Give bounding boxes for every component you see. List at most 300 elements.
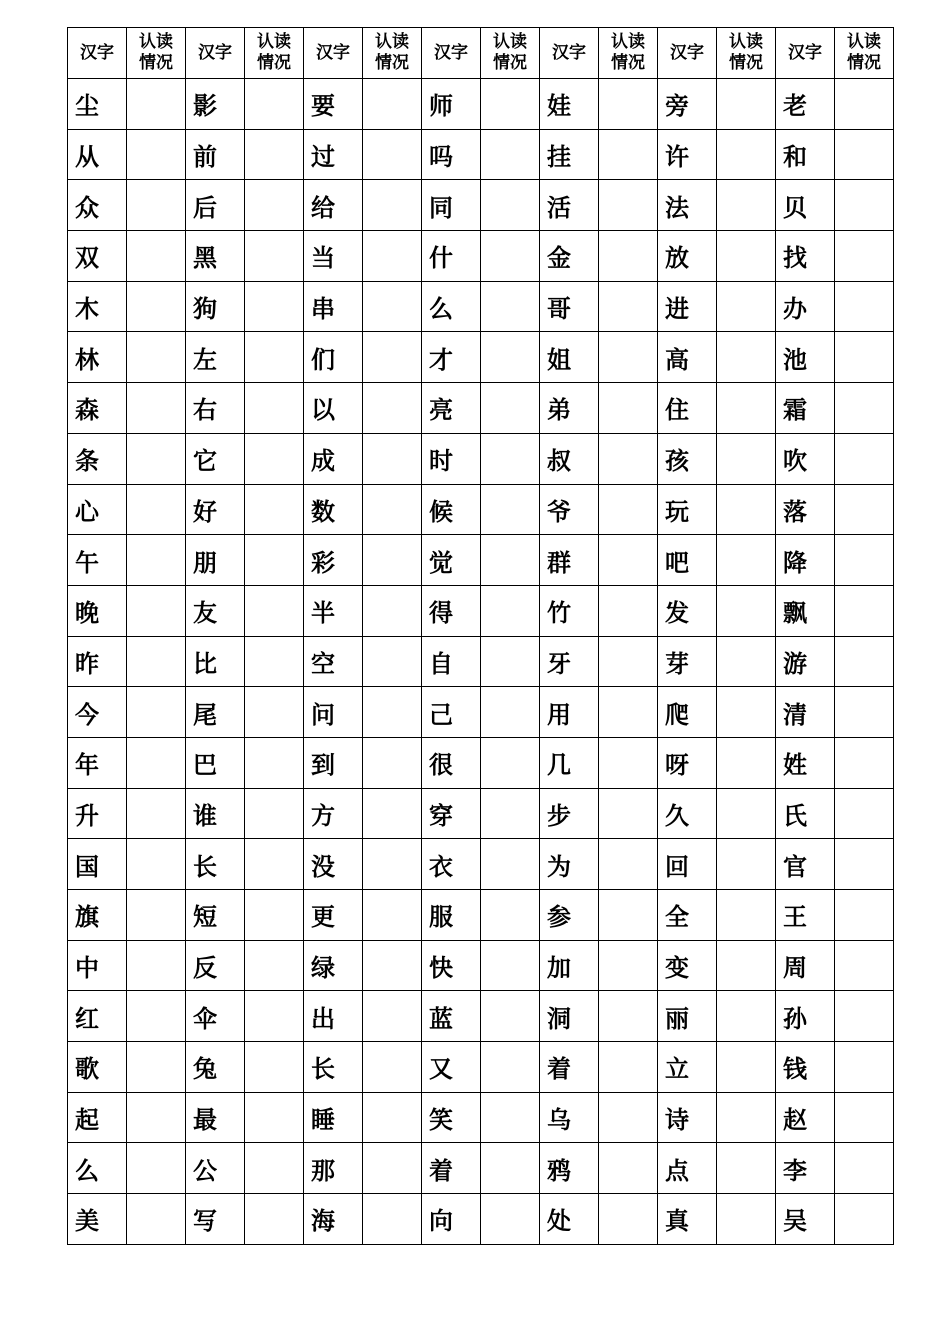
reading-status-cell[interactable] bbox=[835, 1092, 894, 1143]
reading-status-cell[interactable] bbox=[599, 991, 658, 1042]
reading-status-cell[interactable] bbox=[127, 1194, 186, 1245]
reading-status-cell[interactable] bbox=[599, 1194, 658, 1245]
reading-status-cell[interactable] bbox=[481, 991, 540, 1042]
reading-status-cell[interactable] bbox=[717, 940, 776, 991]
header-status-label bbox=[835, 28, 894, 79]
character-cell: 觉 bbox=[422, 535, 481, 586]
reading-status-cell[interactable] bbox=[717, 1143, 776, 1194]
character-cell: 爷 bbox=[540, 484, 599, 535]
character-cell: 办 bbox=[776, 281, 835, 332]
reading-status-cell[interactable] bbox=[599, 940, 658, 991]
character-cell: 官 bbox=[776, 839, 835, 890]
reading-status-cell[interactable] bbox=[835, 687, 894, 738]
reading-status-cell[interactable] bbox=[599, 737, 658, 788]
character-cell: 升 bbox=[68, 788, 127, 839]
header-char-label: 汉字 bbox=[68, 28, 127, 79]
header-status-line1: 认读 bbox=[257, 32, 291, 52]
character-cell: 全 bbox=[658, 890, 717, 941]
reading-status-cell[interactable] bbox=[127, 788, 186, 839]
character-cell: 真 bbox=[658, 1194, 717, 1245]
reading-status-cell[interactable] bbox=[245, 281, 304, 332]
character-cell: 短 bbox=[186, 890, 245, 941]
reading-status-cell[interactable] bbox=[599, 433, 658, 484]
reading-status-cell[interactable] bbox=[481, 231, 540, 282]
reading-status-cell[interactable] bbox=[127, 433, 186, 484]
character-cell: 丽 bbox=[658, 991, 717, 1042]
character-cell: 候 bbox=[422, 484, 481, 535]
reading-status-cell[interactable] bbox=[127, 180, 186, 231]
reading-status-cell[interactable] bbox=[363, 585, 422, 636]
table-row bbox=[68, 1143, 894, 1194]
reading-status-cell[interactable] bbox=[835, 940, 894, 991]
reading-status-cell[interactable] bbox=[245, 79, 304, 130]
reading-status-cell[interactable] bbox=[717, 433, 776, 484]
reading-status-cell[interactable] bbox=[245, 383, 304, 434]
reading-status-cell[interactable] bbox=[127, 839, 186, 890]
reading-status-cell[interactable] bbox=[363, 636, 422, 687]
character-cell: 衣 bbox=[422, 839, 481, 890]
reading-status-cell[interactable] bbox=[363, 180, 422, 231]
reading-status-cell[interactable] bbox=[363, 433, 422, 484]
reading-status-cell[interactable] bbox=[363, 484, 422, 535]
reading-status-cell[interactable] bbox=[363, 890, 422, 941]
reading-status-cell[interactable] bbox=[599, 484, 658, 535]
reading-status-cell[interactable] bbox=[835, 535, 894, 586]
table-header-row bbox=[68, 28, 894, 79]
header-char-label: 汉字 bbox=[422, 28, 481, 79]
reading-status-cell[interactable] bbox=[717, 991, 776, 1042]
reading-status-cell[interactable] bbox=[127, 79, 186, 130]
reading-status-cell[interactable] bbox=[481, 585, 540, 636]
character-cell: 处 bbox=[540, 1194, 599, 1245]
reading-status-cell[interactable] bbox=[363, 1042, 422, 1093]
reading-status-cell[interactable] bbox=[717, 535, 776, 586]
table-row bbox=[68, 1092, 894, 1143]
header-status-label bbox=[245, 28, 304, 79]
reading-status-cell[interactable] bbox=[245, 1194, 304, 1245]
reading-status-cell[interactable] bbox=[245, 839, 304, 890]
character-cell: 高 bbox=[658, 332, 717, 383]
reading-status-cell[interactable] bbox=[245, 484, 304, 535]
reading-status-cell[interactable] bbox=[245, 890, 304, 941]
reading-status-cell[interactable] bbox=[363, 383, 422, 434]
reading-status-cell[interactable] bbox=[717, 180, 776, 231]
reading-status-cell[interactable] bbox=[835, 1194, 894, 1245]
character-cell: 半 bbox=[304, 585, 363, 636]
character-cell: 为 bbox=[540, 839, 599, 890]
character-cell: 众 bbox=[68, 180, 127, 231]
character-cell: 数 bbox=[304, 484, 363, 535]
character-cell: 它 bbox=[186, 433, 245, 484]
character-cell: 点 bbox=[658, 1143, 717, 1194]
reading-status-cell[interactable] bbox=[481, 1194, 540, 1245]
reading-status-cell[interactable] bbox=[835, 79, 894, 130]
character-cell: 成 bbox=[304, 433, 363, 484]
reading-status-cell[interactable] bbox=[363, 1143, 422, 1194]
character-cell: 玩 bbox=[658, 484, 717, 535]
character-cell: 叔 bbox=[540, 433, 599, 484]
reading-status-cell[interactable] bbox=[835, 129, 894, 180]
character-cell: 给 bbox=[304, 180, 363, 231]
reading-status-cell[interactable] bbox=[481, 1092, 540, 1143]
reading-status-cell[interactable] bbox=[835, 839, 894, 890]
character-cell: 空 bbox=[304, 636, 363, 687]
table-row bbox=[68, 788, 894, 839]
reading-status-cell[interactable] bbox=[717, 687, 776, 738]
reading-status-cell[interactable] bbox=[245, 433, 304, 484]
character-cell: 得 bbox=[422, 585, 481, 636]
character-cell: 今 bbox=[68, 687, 127, 738]
reading-status-cell[interactable] bbox=[599, 839, 658, 890]
reading-status-cell[interactable] bbox=[717, 839, 776, 890]
reading-status-cell[interactable] bbox=[481, 636, 540, 687]
reading-status-cell[interactable] bbox=[481, 1143, 540, 1194]
character-cell: 进 bbox=[658, 281, 717, 332]
reading-status-cell[interactable] bbox=[717, 585, 776, 636]
reading-status-cell[interactable] bbox=[717, 890, 776, 941]
reading-status-cell[interactable] bbox=[835, 281, 894, 332]
table-row bbox=[68, 281, 894, 332]
reading-status-cell[interactable] bbox=[245, 231, 304, 282]
character-cell: 歌 bbox=[68, 1042, 127, 1093]
character-cell: 姓 bbox=[776, 737, 835, 788]
character-cell: 鸦 bbox=[540, 1143, 599, 1194]
reading-status-cell[interactable] bbox=[363, 1092, 422, 1143]
character-cell: 么 bbox=[422, 281, 481, 332]
reading-status-cell[interactable] bbox=[363, 788, 422, 839]
reading-status-cell[interactable] bbox=[481, 687, 540, 738]
reading-status-cell[interactable] bbox=[127, 1092, 186, 1143]
character-cell: 彩 bbox=[304, 535, 363, 586]
character-cell: 同 bbox=[422, 180, 481, 231]
reading-status-cell[interactable] bbox=[245, 636, 304, 687]
header-char-label: 汉字 bbox=[186, 28, 245, 79]
character-cell: 亮 bbox=[422, 383, 481, 434]
header-status-line1: 认读 bbox=[847, 32, 881, 52]
reading-status-cell[interactable] bbox=[481, 383, 540, 434]
character-cell: 牙 bbox=[540, 636, 599, 687]
character-cell: 巴 bbox=[186, 737, 245, 788]
reading-status-cell[interactable] bbox=[127, 1042, 186, 1093]
character-cell: 伞 bbox=[186, 991, 245, 1042]
reading-status-cell[interactable] bbox=[481, 1042, 540, 1093]
table-row bbox=[68, 940, 894, 991]
reading-status-cell[interactable] bbox=[245, 687, 304, 738]
reading-status-cell[interactable] bbox=[127, 636, 186, 687]
header-char-label: 汉字 bbox=[776, 28, 835, 79]
character-cell: 后 bbox=[186, 180, 245, 231]
character-cell: 池 bbox=[776, 332, 835, 383]
reading-status-cell[interactable] bbox=[717, 1042, 776, 1093]
reading-status-cell[interactable] bbox=[127, 1143, 186, 1194]
character-cell: 几 bbox=[540, 737, 599, 788]
character-cell: 回 bbox=[658, 839, 717, 890]
reading-status-cell[interactable] bbox=[481, 940, 540, 991]
reading-status-cell[interactable] bbox=[127, 535, 186, 586]
character-cell: 着 bbox=[540, 1042, 599, 1093]
reading-status-cell[interactable] bbox=[835, 636, 894, 687]
character-cell: 挂 bbox=[540, 129, 599, 180]
reading-status-cell[interactable] bbox=[127, 585, 186, 636]
character-cell: 立 bbox=[658, 1042, 717, 1093]
reading-status-cell[interactable] bbox=[363, 1194, 422, 1245]
character-cell: 谁 bbox=[186, 788, 245, 839]
reading-status-cell[interactable] bbox=[835, 1143, 894, 1194]
header-status-line1: 认读 bbox=[493, 32, 527, 52]
table-row bbox=[68, 383, 894, 434]
reading-status-cell[interactable] bbox=[127, 940, 186, 991]
character-cell: 吗 bbox=[422, 129, 481, 180]
reading-status-cell[interactable] bbox=[245, 1143, 304, 1194]
reading-status-cell[interactable] bbox=[363, 231, 422, 282]
reading-status-cell[interactable] bbox=[363, 79, 422, 130]
reading-status-cell[interactable] bbox=[363, 281, 422, 332]
reading-status-cell[interactable] bbox=[245, 180, 304, 231]
character-cell: 国 bbox=[68, 839, 127, 890]
table-row bbox=[68, 1194, 894, 1245]
character-cell: 最 bbox=[186, 1092, 245, 1143]
reading-status-cell[interactable] bbox=[717, 79, 776, 130]
character-cell: 王 bbox=[776, 890, 835, 941]
character-cell: 师 bbox=[422, 79, 481, 130]
reading-status-cell[interactable] bbox=[363, 129, 422, 180]
character-cell: 笑 bbox=[422, 1092, 481, 1143]
character-cell: 午 bbox=[68, 535, 127, 586]
reading-status-cell[interactable] bbox=[835, 991, 894, 1042]
reading-status-cell[interactable] bbox=[481, 484, 540, 535]
character-cell: 找 bbox=[776, 231, 835, 282]
character-reading-table bbox=[67, 27, 894, 1245]
character-cell: 没 bbox=[304, 839, 363, 890]
character-cell: 钱 bbox=[776, 1042, 835, 1093]
reading-status-cell[interactable] bbox=[481, 79, 540, 130]
reading-status-cell[interactable] bbox=[717, 788, 776, 839]
character-cell: 以 bbox=[304, 383, 363, 434]
table-row bbox=[68, 129, 894, 180]
header-status-line1: 认读 bbox=[375, 32, 409, 52]
character-cell: 尘 bbox=[68, 79, 127, 130]
reading-status-cell[interactable] bbox=[835, 737, 894, 788]
reading-status-cell[interactable] bbox=[599, 332, 658, 383]
character-cell: 老 bbox=[776, 79, 835, 130]
character-cell: 游 bbox=[776, 636, 835, 687]
character-cell: 尾 bbox=[186, 687, 245, 738]
reading-status-cell[interactable] bbox=[481, 535, 540, 586]
character-cell: 加 bbox=[540, 940, 599, 991]
reading-status-cell[interactable] bbox=[245, 991, 304, 1042]
reading-status-cell[interactable] bbox=[599, 585, 658, 636]
reading-status-cell[interactable] bbox=[835, 180, 894, 231]
reading-status-cell[interactable] bbox=[363, 940, 422, 991]
table-row bbox=[68, 687, 894, 738]
character-cell: 长 bbox=[186, 839, 245, 890]
character-cell: 许 bbox=[658, 129, 717, 180]
character-cell: 姐 bbox=[540, 332, 599, 383]
reading-status-cell[interactable] bbox=[245, 788, 304, 839]
character-cell: 用 bbox=[540, 687, 599, 738]
reading-status-cell[interactable] bbox=[481, 737, 540, 788]
reading-status-cell[interactable] bbox=[245, 1042, 304, 1093]
character-cell: 到 bbox=[304, 737, 363, 788]
header-status-line2: 情况 bbox=[729, 53, 763, 73]
character-cell: 那 bbox=[304, 1143, 363, 1194]
reading-status-cell[interactable] bbox=[599, 636, 658, 687]
reading-status-cell[interactable] bbox=[835, 231, 894, 282]
reading-status-cell[interactable] bbox=[245, 129, 304, 180]
reading-status-cell[interactable] bbox=[835, 585, 894, 636]
reading-status-cell[interactable] bbox=[599, 1143, 658, 1194]
character-cell: 洞 bbox=[540, 991, 599, 1042]
character-cell: 从 bbox=[68, 129, 127, 180]
reading-status-cell[interactable] bbox=[363, 535, 422, 586]
character-cell: 服 bbox=[422, 890, 481, 941]
header-status-label bbox=[127, 28, 186, 79]
reading-status-cell[interactable] bbox=[599, 1092, 658, 1143]
reading-status-cell[interactable] bbox=[599, 231, 658, 282]
character-cell: 睡 bbox=[304, 1092, 363, 1143]
reading-status-cell[interactable] bbox=[717, 383, 776, 434]
reading-status-cell[interactable] bbox=[245, 332, 304, 383]
character-cell: 着 bbox=[422, 1143, 481, 1194]
reading-status-cell[interactable] bbox=[481, 890, 540, 941]
reading-status-cell[interactable] bbox=[127, 332, 186, 383]
reading-status-cell[interactable] bbox=[481, 129, 540, 180]
character-cell: 写 bbox=[186, 1194, 245, 1245]
header-status-line1: 认读 bbox=[611, 32, 645, 52]
reading-status-cell[interactable] bbox=[599, 890, 658, 941]
reading-status-cell[interactable] bbox=[717, 1092, 776, 1143]
reading-status-cell[interactable] bbox=[245, 535, 304, 586]
character-cell: 落 bbox=[776, 484, 835, 535]
reading-status-cell[interactable] bbox=[717, 231, 776, 282]
character-cell: 兔 bbox=[186, 1042, 245, 1093]
table-row bbox=[68, 535, 894, 586]
header-char-label: 汉字 bbox=[304, 28, 363, 79]
character-cell: 林 bbox=[68, 332, 127, 383]
character-cell: 狗 bbox=[186, 281, 245, 332]
reading-status-cell[interactable] bbox=[717, 484, 776, 535]
reading-status-cell[interactable] bbox=[835, 383, 894, 434]
reading-status-cell[interactable] bbox=[835, 788, 894, 839]
character-cell: 旁 bbox=[658, 79, 717, 130]
reading-status-cell[interactable] bbox=[363, 687, 422, 738]
reading-status-cell[interactable] bbox=[127, 129, 186, 180]
reading-status-cell[interactable] bbox=[717, 281, 776, 332]
reading-status-cell[interactable] bbox=[599, 383, 658, 434]
reading-status-cell[interactable] bbox=[127, 737, 186, 788]
reading-status-cell[interactable] bbox=[599, 281, 658, 332]
character-cell: 参 bbox=[540, 890, 599, 941]
character-cell: 左 bbox=[186, 332, 245, 383]
reading-status-cell[interactable] bbox=[599, 687, 658, 738]
reading-status-cell[interactable] bbox=[481, 180, 540, 231]
character-cell: 双 bbox=[68, 231, 127, 282]
header-status-label bbox=[363, 28, 422, 79]
header-char-label: 汉字 bbox=[540, 28, 599, 79]
reading-status-cell[interactable] bbox=[717, 737, 776, 788]
character-cell: 影 bbox=[186, 79, 245, 130]
header-status-line1: 认读 bbox=[729, 32, 763, 52]
character-cell: 放 bbox=[658, 231, 717, 282]
reading-status-cell[interactable] bbox=[835, 484, 894, 535]
character-cell: 长 bbox=[304, 1042, 363, 1093]
reading-status-cell[interactable] bbox=[717, 1194, 776, 1245]
reading-status-cell[interactable] bbox=[717, 636, 776, 687]
character-cell: 出 bbox=[304, 991, 363, 1042]
reading-status-cell[interactable] bbox=[127, 383, 186, 434]
reading-status-cell[interactable] bbox=[835, 1042, 894, 1093]
character-cell: 发 bbox=[658, 585, 717, 636]
character-cell: 向 bbox=[422, 1194, 481, 1245]
reading-status-cell[interactable] bbox=[363, 991, 422, 1042]
reading-status-cell[interactable] bbox=[363, 737, 422, 788]
reading-status-cell[interactable] bbox=[835, 890, 894, 941]
reading-status-cell[interactable] bbox=[835, 433, 894, 484]
table-row bbox=[68, 737, 894, 788]
character-cell: 森 bbox=[68, 383, 127, 434]
character-cell: 起 bbox=[68, 1092, 127, 1143]
reading-status-cell[interactable] bbox=[717, 129, 776, 180]
reading-status-cell[interactable] bbox=[481, 281, 540, 332]
character-cell: 又 bbox=[422, 1042, 481, 1093]
character-cell: 群 bbox=[540, 535, 599, 586]
reading-status-cell[interactable] bbox=[245, 585, 304, 636]
character-cell: 娃 bbox=[540, 79, 599, 130]
reading-status-cell[interactable] bbox=[363, 332, 422, 383]
reading-status-cell[interactable] bbox=[245, 1092, 304, 1143]
reading-status-cell[interactable] bbox=[127, 890, 186, 941]
character-cell: 右 bbox=[186, 383, 245, 434]
reading-status-cell[interactable] bbox=[363, 839, 422, 890]
reading-status-cell[interactable] bbox=[599, 535, 658, 586]
character-cell: 步 bbox=[540, 788, 599, 839]
reading-status-cell[interactable] bbox=[599, 79, 658, 130]
character-cell: 吹 bbox=[776, 433, 835, 484]
reading-status-cell[interactable] bbox=[599, 129, 658, 180]
character-cell: 才 bbox=[422, 332, 481, 383]
table-row bbox=[68, 484, 894, 535]
reading-status-cell[interactable] bbox=[599, 1042, 658, 1093]
reading-status-cell[interactable] bbox=[127, 687, 186, 738]
reading-status-cell[interactable] bbox=[245, 940, 304, 991]
character-cell: 中 bbox=[68, 940, 127, 991]
header-status-line1: 认读 bbox=[139, 32, 173, 52]
reading-status-cell[interactable] bbox=[481, 332, 540, 383]
character-cell: 乌 bbox=[540, 1092, 599, 1143]
reading-status-cell[interactable] bbox=[127, 231, 186, 282]
reading-status-cell[interactable] bbox=[481, 839, 540, 890]
reading-status-cell[interactable] bbox=[835, 332, 894, 383]
reading-status-cell[interactable] bbox=[717, 332, 776, 383]
reading-status-cell[interactable] bbox=[599, 788, 658, 839]
reading-status-cell[interactable] bbox=[245, 737, 304, 788]
character-cell: 竹 bbox=[540, 585, 599, 636]
character-cell: 穿 bbox=[422, 788, 481, 839]
character-cell: 反 bbox=[186, 940, 245, 991]
reading-status-cell[interactable] bbox=[481, 788, 540, 839]
reading-status-cell[interactable] bbox=[127, 484, 186, 535]
reading-status-cell[interactable] bbox=[599, 180, 658, 231]
reading-status-cell[interactable] bbox=[127, 991, 186, 1042]
character-cell: 绿 bbox=[304, 940, 363, 991]
character-cell: 弟 bbox=[540, 383, 599, 434]
reading-status-cell[interactable] bbox=[481, 433, 540, 484]
reading-status-cell[interactable] bbox=[127, 281, 186, 332]
character-cell: 海 bbox=[304, 1194, 363, 1245]
character-cell: 吴 bbox=[776, 1194, 835, 1245]
character-cell: 芽 bbox=[658, 636, 717, 687]
header-status-label bbox=[481, 28, 540, 79]
